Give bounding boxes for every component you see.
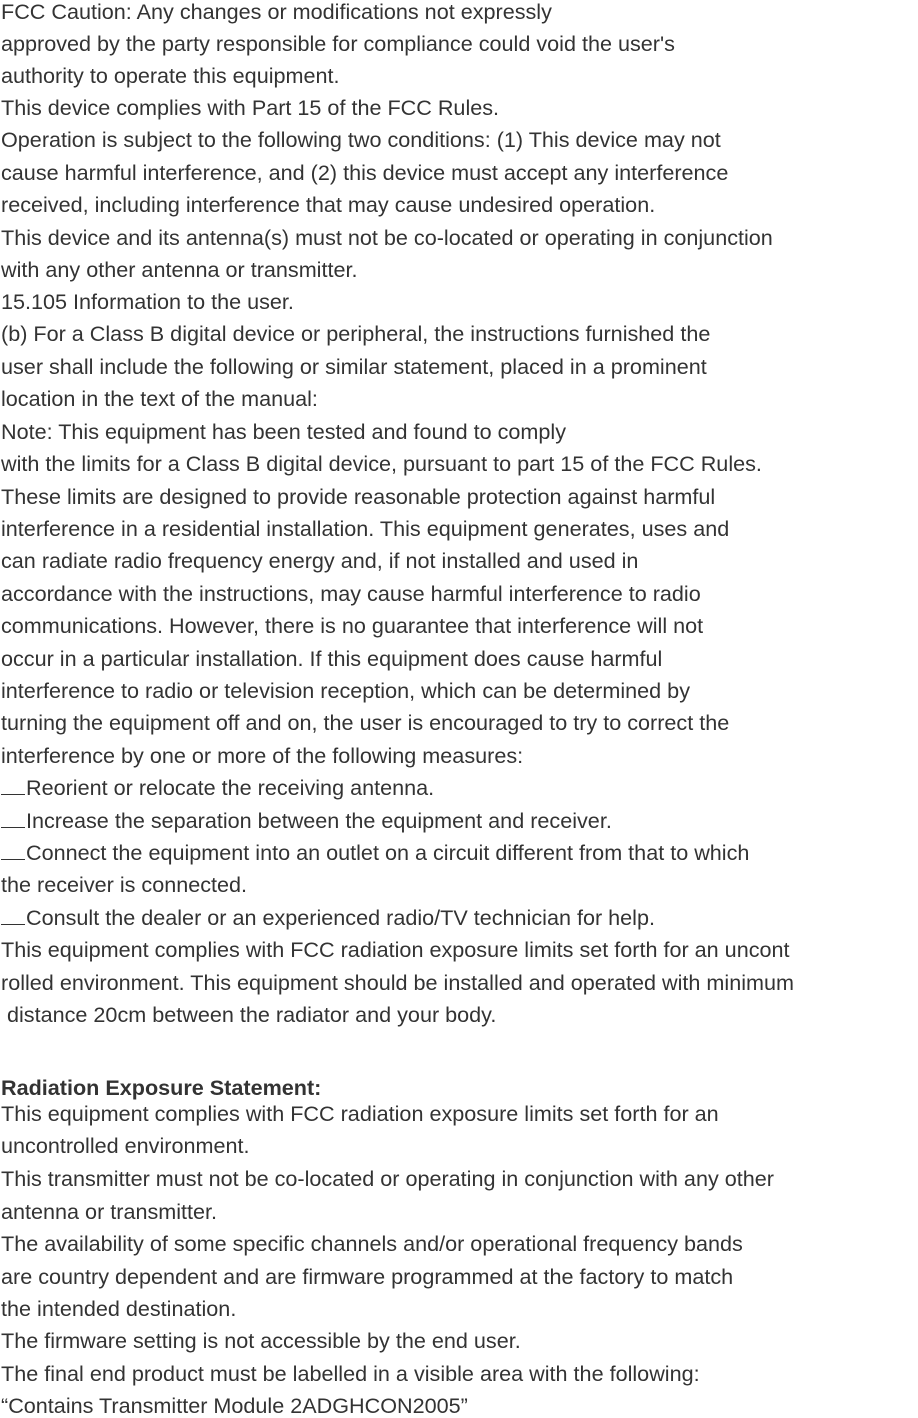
text-line: can radiate radio frequency energy and, if not installed and used in: [1, 548, 639, 573]
dash-bullet-icon: [1, 923, 25, 925]
text-line: accordance with the instructions, may cause harmful interference to radio: [1, 581, 701, 606]
text-line: interference in a residential installation. This equipment generates, uses and: [1, 516, 730, 541]
section-heading: Radiation Exposure Statement:: [1, 1075, 322, 1100]
text-line: 15.105 Information to the user.: [1, 289, 294, 314]
text-line: the intended destination.: [1, 1296, 237, 1321]
text-line: turning the equipment off and on, the user is encouraged to try to correct the: [1, 710, 730, 735]
text-line: uncontrolled environment.: [1, 1133, 250, 1158]
measure-item: [1, 841, 749, 865]
dash-bullet-icon: [1, 826, 25, 828]
measure-continuation: the receiver is connected.: [1, 872, 248, 897]
measure-text: Reorient or relocate the receiving antenna.: [26, 775, 435, 800]
text-line: Note: This equipment has been tested and found to comply: [1, 419, 567, 444]
text-line: (b) For a Class B digital device or peripheral, the instructions furnished the: [1, 321, 711, 346]
text-line: Operation is subject to the following two conditions: (1) This device may not: [1, 127, 721, 152]
text-line: This device and its antenna(s) must not be co-located or operating in conjunction: [1, 225, 773, 250]
text-line: with the limits for a Class B digital device, pursuant to part 15 of the FCC Rules.: [1, 451, 762, 476]
text-line: approved by the party responsible for compliance could void the user's: [1, 31, 675, 56]
measure-text: Consult the dealer or an experienced radio/TV technician for help.: [26, 905, 655, 930]
text-line: occur in a particular installation. If this equipment does cause harmful: [1, 646, 663, 671]
text-line: authority to operate this equipment.: [1, 63, 340, 88]
text-line: received, including interference that may cause undesired operation.: [1, 192, 656, 217]
text-line: rolled environment. This equipment should be installed and operated with minimum: [1, 970, 795, 995]
measure-item: [1, 809, 612, 833]
text-line: This transmitter must not be co-located or operating in conjunction with any other: [1, 1166, 774, 1191]
text-line: communications. However, there is no guarantee that interference will not: [1, 613, 704, 638]
text-line: The final end product must be labelled in a visible area with the following:: [1, 1361, 700, 1386]
text-line: with any other antenna or transmitter.: [1, 257, 358, 282]
text-line: These limits are designed to provide reasonable protection against harmful: [1, 484, 716, 509]
text-line: This device complies with Part 15 of the FCC Rules.: [1, 95, 500, 120]
measure-item: [1, 906, 655, 930]
dash-bullet-icon: [1, 858, 25, 860]
label-text-line: “Contains Transmitter Module 2ADGHCON2005”: [1, 1393, 468, 1418]
text-line: FCC Caution: Any changes or modifications not expressly: [1, 0, 552, 24]
measure-item: [1, 776, 434, 800]
text-line: This equipment complies with FCC radiation exposure limits set forth for an: [1, 1101, 719, 1126]
text-line: The availability of some specific channels and/or operational frequency bands: [1, 1231, 743, 1256]
text-line: interference to radio or television reception, which can be determined by: [1, 678, 690, 703]
text-line: This equipment complies with FCC radiation exposure limits set forth for an uncont: [1, 937, 790, 962]
text-line: location in the text of the manual:: [1, 386, 318, 411]
text-line: interference by one or more of the following measures:: [1, 743, 524, 768]
dash-bullet-icon: [1, 793, 25, 795]
text-line: antenna or transmitter.: [1, 1199, 218, 1224]
text-line: cause harmful interference, and (2) this device must accept any interference: [1, 160, 729, 185]
text-line: distance 20cm between the radiator and your body.: [1, 1002, 497, 1027]
text-line: user shall include the following or similar statement, placed in a prominent: [1, 354, 707, 379]
measure-text: Increase the separation between the equipment and receiver.: [26, 808, 612, 833]
text-line: The firmware setting is not accessible by the end user.: [1, 1328, 521, 1353]
text-line: are country dependent and are firmware programmed at the factory to match: [1, 1264, 734, 1289]
measure-text: Connect the equipment into an outlet on a circuit different from that to which: [26, 840, 750, 865]
